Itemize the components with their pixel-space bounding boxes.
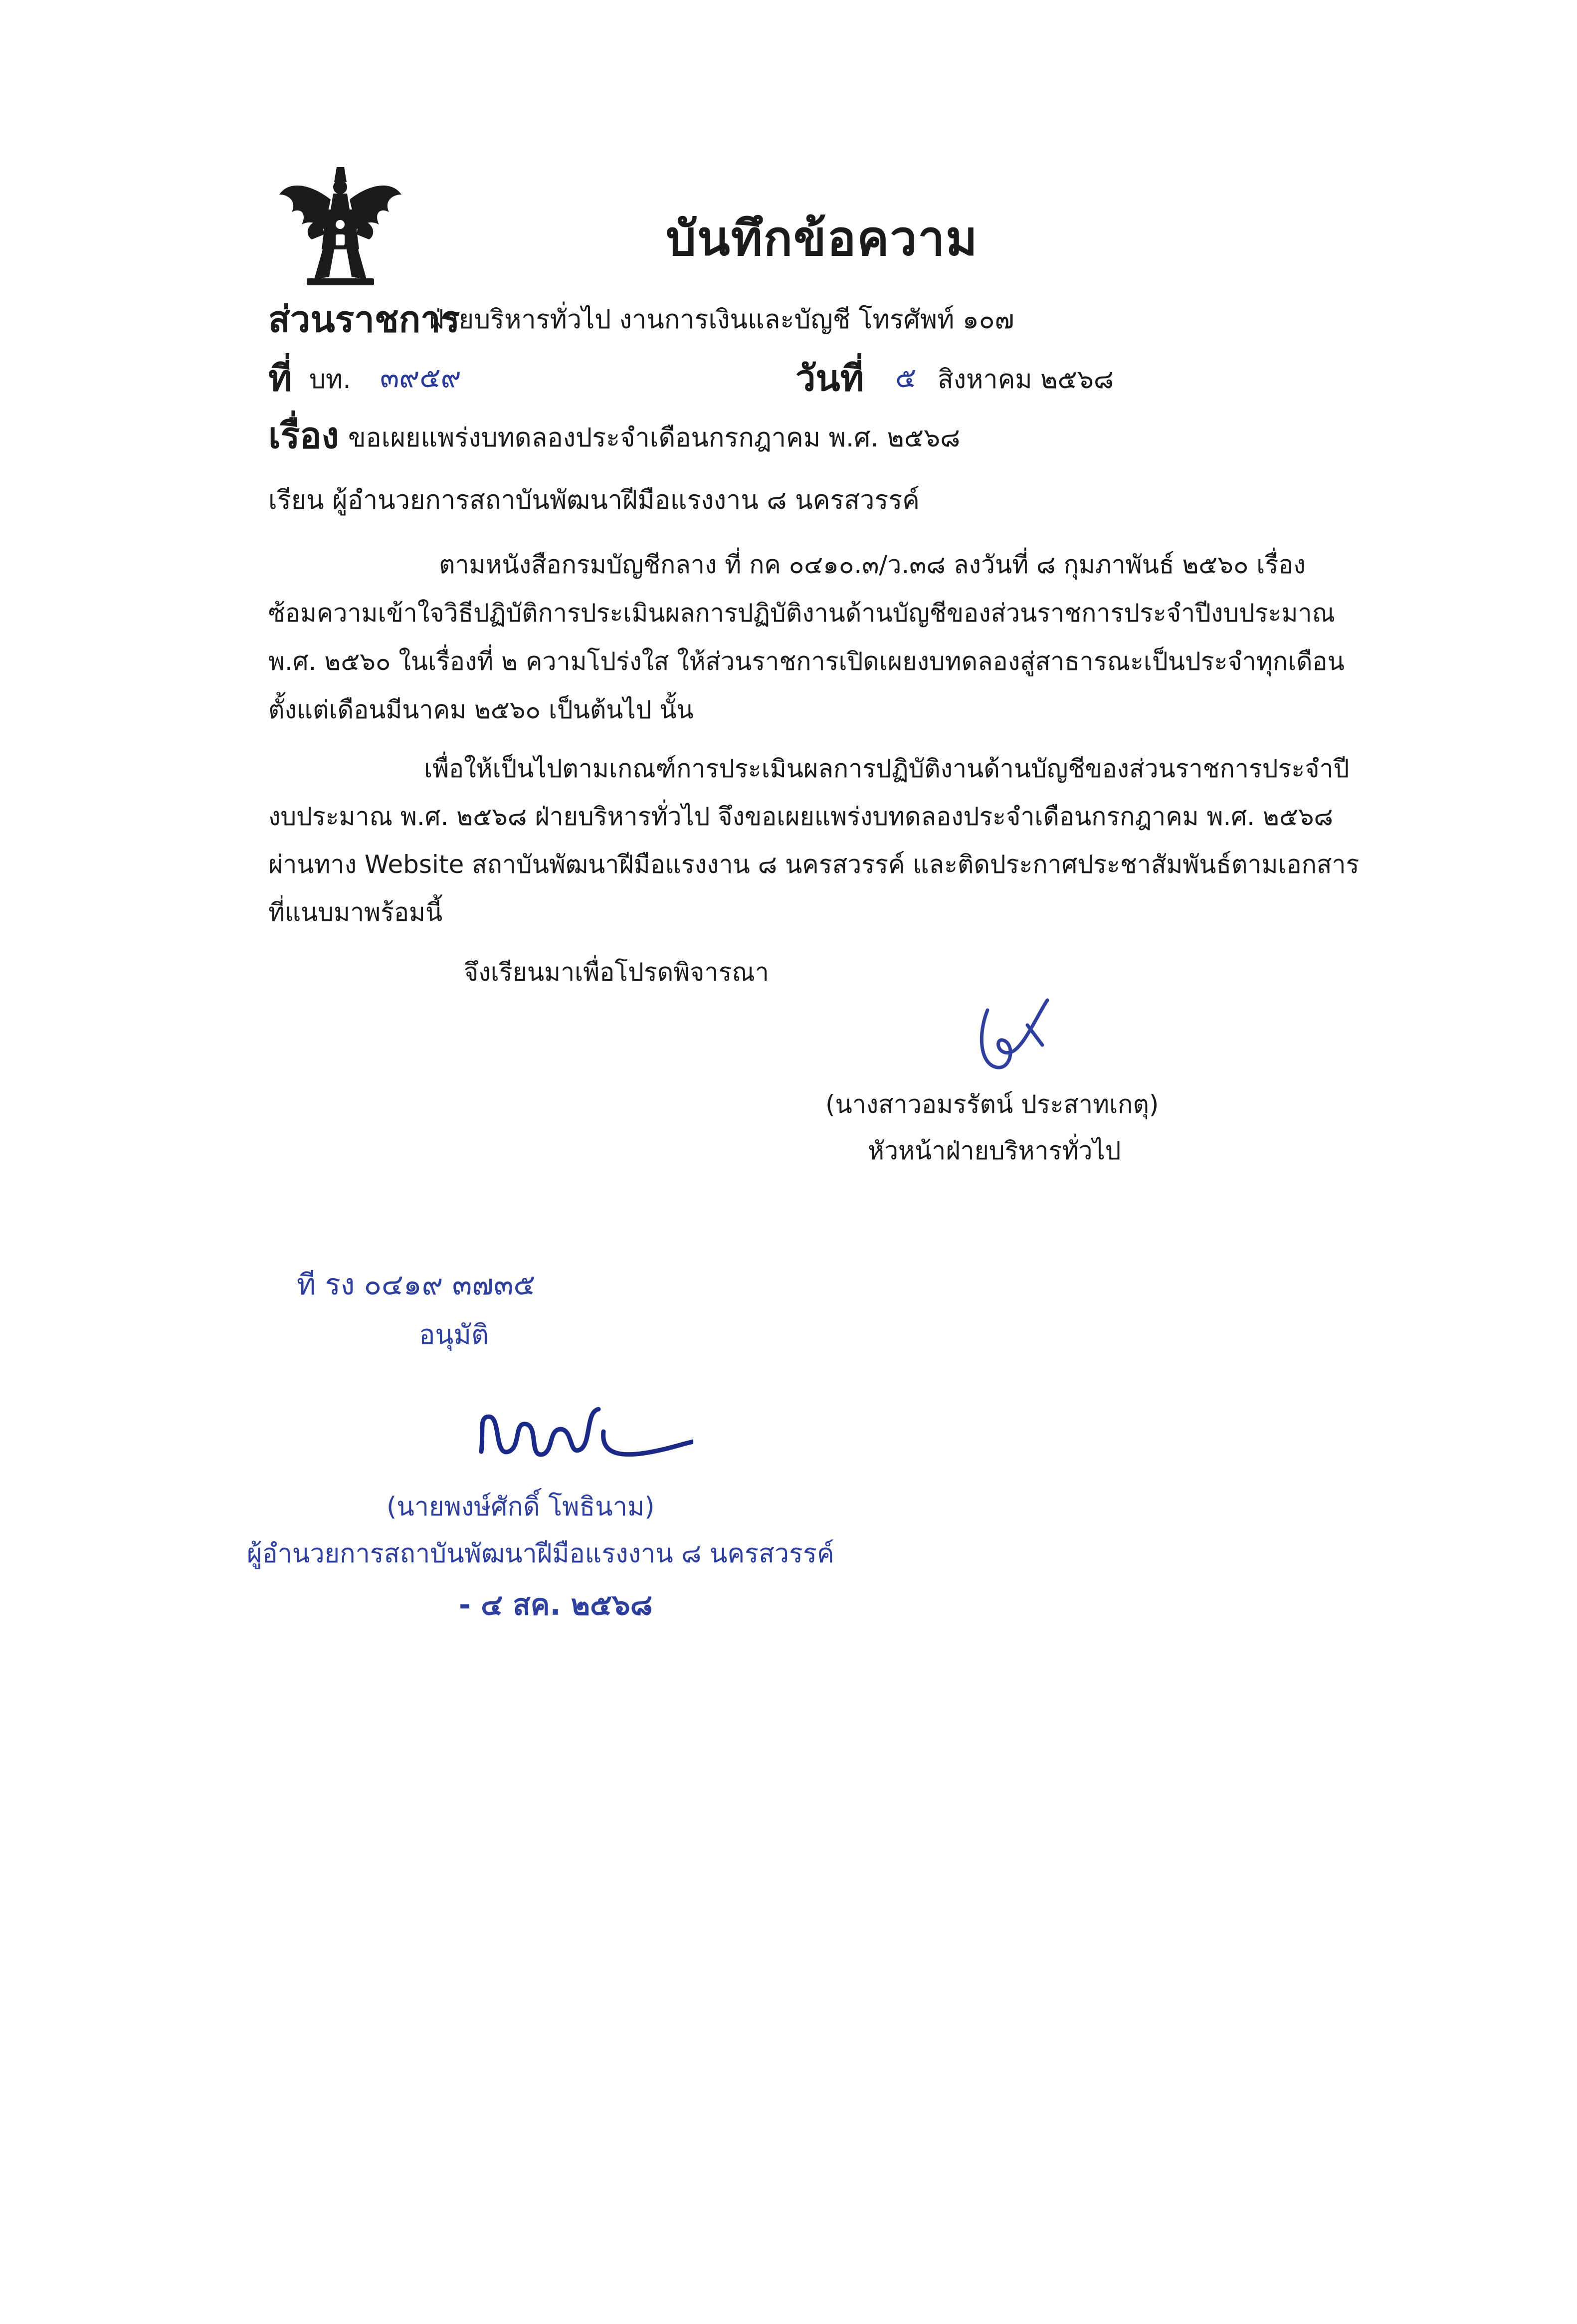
- ref-prefix: บท.: [309, 365, 351, 395]
- date-label: วันที่: [795, 357, 864, 399]
- date-month-year: สิงหาคม ๒๕๖๘: [938, 365, 1114, 395]
- paragraph2-line: เพื่อให้เป็นไปตามเกณฑ์การประเมินผลการปฏิบัติงานด้านบัญชีของส่วนราชการประจำปี: [424, 754, 1350, 783]
- director-name: (นายพงษ์ศักดิ์ โพธินาม): [387, 1492, 655, 1522]
- garuda-emblem-icon: [277, 165, 404, 287]
- director-signature: [474, 1402, 693, 1472]
- date-day-handwritten: ๕: [895, 362, 917, 394]
- director-position: ผู้อำนวยการสถาบันพัฒนาฝีมือแรงงาน ๘ นครสวรรค์: [247, 1539, 834, 1569]
- paragraph1-line: พ.ศ. ๒๕๖๐ ในเรื่องที่ ๒ ความโปร่งใส ให้ส่วนราชการเปิดเผยงบทดลองสู่สาธารณะเป็นประจำทุกเดือน: [268, 647, 1345, 676]
- memo-title: บันทึกข้อความ: [666, 211, 979, 266]
- ref-label: ที่: [268, 357, 292, 399]
- paragraph2-line: ผ่านทาง Website สถาบันพัฒนาฝีมือแรงงาน ๘ นครสวรรค์ และติดประกาศประชาสัมพันธ์ตามเอกสาร: [268, 850, 1360, 879]
- approval-status: อนุมัติ: [419, 1319, 489, 1350]
- paragraph1-line: ตามหนังสือกรมบัญชีกลาง ที่ กค ๐๔๑๐.๓/ว.๓๘ ลงวันที่ ๘ กุมภาพันธ์ ๒๕๖๐ เรื่อง: [439, 550, 1306, 579]
- closing-text: จึงเรียนมาเพื่อโปรดพิจารณา: [464, 958, 769, 987]
- approval-date-stamp: - ๔ สค. ๒๕๖๘: [459, 1588, 653, 1622]
- signer-signature: [968, 995, 1057, 1075]
- department-label: ส่วนราชการ: [268, 298, 460, 340]
- subject-text: ขอเผยแพร่งบทดลองประจำเดือนกรกฎาคม พ.ศ. ๒๕๖๘: [348, 423, 961, 453]
- paragraph2-line: ที่แนบมาพร้อมนี้: [268, 898, 443, 927]
- ref-number-handwritten: ๓๙๕๙: [380, 362, 461, 394]
- paragraph1-line: ซ้อมความเข้าใจวิธีปฏิบัติการประเมินผลการปฏิบัติงานด้านบัญชีของส่วนราชการประจำปีงบประมาณ: [268, 599, 1335, 628]
- signer-position: หัวหน้าฝ่ายบริหารทั่วไป: [868, 1136, 1121, 1165]
- subject-label: เรื่อง: [268, 415, 339, 456]
- approval-ref: ที รง ๐๔๑๙ ๓๗๓๕: [297, 1268, 536, 1301]
- paragraph2-line: งบประมาณ พ.ศ. ๒๕๖๘ ฝ่ายบริหารทั่วไป จึงขอเผยแพร่งบทดลองประจำเดือนกรกฎาคม พ.ศ. ๒๕๖๘: [268, 802, 1334, 831]
- salutation: เรียน ผู้อำนวยการสถาบันพัฒนาฝีมือแรงงาน ๘ นครสวรรค์: [268, 485, 920, 515]
- signer-name: (นางสาวอมรรัตน์ ประสาทเกตุ): [825, 1090, 1159, 1119]
- department-text: ฝ่ายบริหารทั่วไป งานการเงินและบัญชี โทรศัพท์ ๑๐๗: [429, 305, 1014, 335]
- paragraph1-line: ตั้งแต่เดือนมีนาคม ๒๕๖๐ เป็นต้นไป นั้น: [268, 695, 694, 724]
